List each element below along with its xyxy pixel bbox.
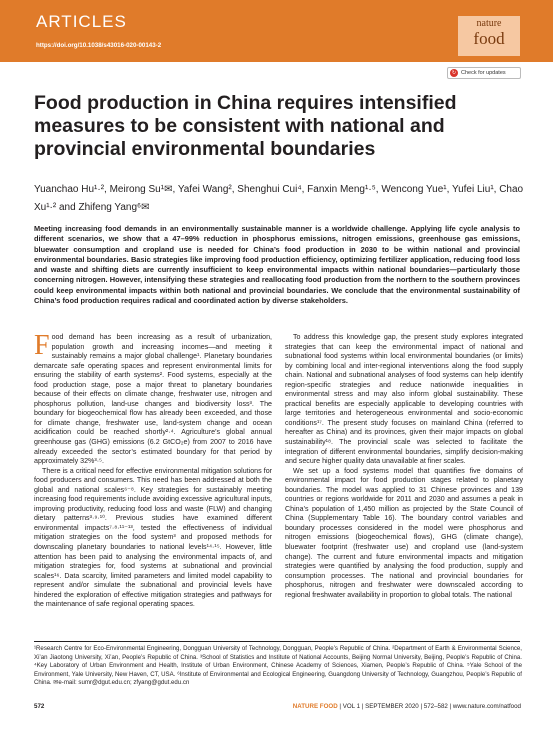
- check-updates-button[interactable]: [447, 67, 521, 79]
- body-column-left: [34, 330, 272, 610]
- affiliations: ¹Research Centre for Eco-Environmental Engineering, Dongguan University of Technology, Dongguan, People’s Republic of China. ²Department of Earth & Environmental Science, Xi’an Jiaotong University, Xi’an, People’s Republic of China. ³School of Statistics and Institute of National Accounts, Beijing Normal University, Beijing, People’s Republic of China. ⁴Key Laboratory of Urban Environment and Health, Institute of Urban Environment, Chinese Academy of Sciences, Xiamen, People’s Republic of China. ⁵Yale School of the Environment, Yale University, New Haven, CT, USA. ⁶Institute of Environmental and Ecological Engineering, Guangdong University of Technology, Guangzhou, People’s Republic of China. ✉e-mail: sumr@dgut.edu.cn; zfyang@gdut.edu.cn: [34, 645, 522, 686]
- paragraph-text: ood demand has been increasing as a result of urbanization, population growth and increasing incomes—and meeting it sustainably remains a major global challenge¹. Planetary boundaries demarcate safe operating spaces and represent environmental limits for ensuring the stability of earth systems². Food systems, especially at the food production stage, pose a major threat to planetary boundaries because of their effects on climate change, freshwater use, nitrogen and phosphorus pollution, land-use changes and biodiversity loss³. The boundary for biogeochemical flow has already been exceeded, and those for climate change, freshwater use, land-system change and ocean acidification could be reached shortly²·⁴. Agriculture’s global annual greenhouse gas (GHG) emissions (6.2 GtCO₂e) from 2007 to 2016 have already exceeded the sector’s estimated boundary for that period by approximately 32%³·⁵.: [34, 333, 272, 466]
- journal-name: NATURE FOOD: [292, 703, 338, 710]
- drop-cap: F: [34, 330, 50, 361]
- logo-line1: nature: [476, 18, 502, 29]
- author-list: Yuanchao Hu¹·², Meirong Su¹✉, Yafei Wang², Shenghui Cui⁴, Fanxin Meng¹·⁵, Wencong Yue¹, Yufei Liu¹, Chao Xu¹·² and Zhifeng Yang⁶✉: [34, 184, 524, 213]
- check-updates-label: Check for updates: [461, 70, 506, 76]
- logo-line2: food: [473, 29, 505, 48]
- paragraph: [34, 330, 272, 467]
- abstract: Meeting increasing food demands in an environmentally sustainable manner is a worldwide challenge. Applying life cycle analysis to different scenarios, we show that a 47–99% reduction in phosphorus emissions, nitrogen emissions, greenhouse gas emissions, bluewater consumption and cropland use is needed for China’s food production in 2030 to be within national and provincial environmental boundaries. Basic strategies like improving food production efficiency, optimizing fertilizer application, reducing food loss and waste and shifting diets are currently insufficient to keep environmental impacts within national boundaries—particularly those concerning nitrogen. However, intensifying these strategies and reallocating food production from the northern to the southern provinces could keep environmental impacts within both national and provincial boundaries. We conclude that the environmental sustainability of China’s food production requires radical and coordinated action by diverse stakeholders.: [34, 224, 520, 306]
- paragraph: We set up a food systems model that quantifies five domains of environmental impact for food production stages related to planetary boundaries. The model was applied to 31 Chinese provinces and 139 countries or regions worldwide for 2011 and 2030 and assumes a peak in China’s population of 1,450 million as projected by the State Council of China (Supplementary Table 16). The boundary control variables and boundary processes considered in the model were phosphorus and nitrogen emissions (biogeochemical flows), GHG (climate change), bluewater footprint (freshwater use) and cropland use (land-system change). The current and future environmental impacts and mitigation strategies were quantified by analysing the food production, supply and consumption processes. The national and provincial boundaries for phosphorus, nitrogen and freshwater were downscaled according to regional freshwater availability in proportion to global totals. The national: [285, 466, 523, 599]
- body-column-right: [285, 333, 523, 600]
- affiliation-divider: [34, 641, 520, 642]
- paragraph: There is a critical need for effective environmental mitigation solutions for food producers and consumers. This need has been addressed at both the global and national scales⁶⁻⁸. Key strategies for sustainably meeting increasing food requirements include avoiding excessive agricultural inputs, improving productivity, reducing food loss and waste (FLW) and changing dietary patterns³·⁹·¹⁰. Previous studies have examined different environmental impacts⁷·⁸·¹¹⁻¹³, tested the effectiveness of individual mitigation strategies on the food system³ and proposed methods for downscaling planetary boundaries to national levels¹⁴·¹⁵. However, little attention has been paid to analysing the environmental impacts of, and mitigation strategies for, food systems at subnational and provincial scales¹⁶. Data scarcity, limited parameters and limited model capability to represent and/or simulate the subnational and provincial levels have hindered the exploration of effective mitigation strategies and pathways for the maintenance of safe regional operating spaces.: [34, 466, 272, 609]
- paragraph: To address this knowledge gap, the present study explores integrated strategies that can keep the environmental impact of national and subnational food systems within local environmental boundaries (or limits) by combining local and inter-regional interventions along the food supply chain. National and subnational analyses of food systems can help identify region-specific strategies and reduce nationwide inequalities in environmental stress and may also inform global sustainability. These practical benefits are especially applicable to developing countries with large territories and heterogeneous environmental and socio-economic conditions¹⁷. The present study focuses on mainland China (referred to hereafter as China) and its provinces, given their major impacts on global sustainability¹⁸. The provincial scale was selected to facilitate the integration of different environmental boundaries, simplify decision-making and secure higher quality data unavailable at finer scales.: [285, 333, 523, 466]
- refresh-icon: ↻: [451, 70, 457, 76]
- issue-details: | VOL 1 | SEPTEMBER 2020 | 572–582 | www.nature.com/natfood: [337, 703, 521, 710]
- page-number: 572: [34, 703, 45, 710]
- doi-link[interactable]: https://doi.org/10.1038/s43016-020-00143-2: [36, 42, 162, 49]
- journal-logo: [458, 16, 520, 56]
- section-label: ARTICLES: [36, 12, 127, 31]
- journal-info: [293, 703, 521, 710]
- article-title: Food production in China requires intensified measures to be consistent with national and provincial environmental boundaries: [34, 92, 457, 160]
- header-band: [0, 0, 553, 62]
